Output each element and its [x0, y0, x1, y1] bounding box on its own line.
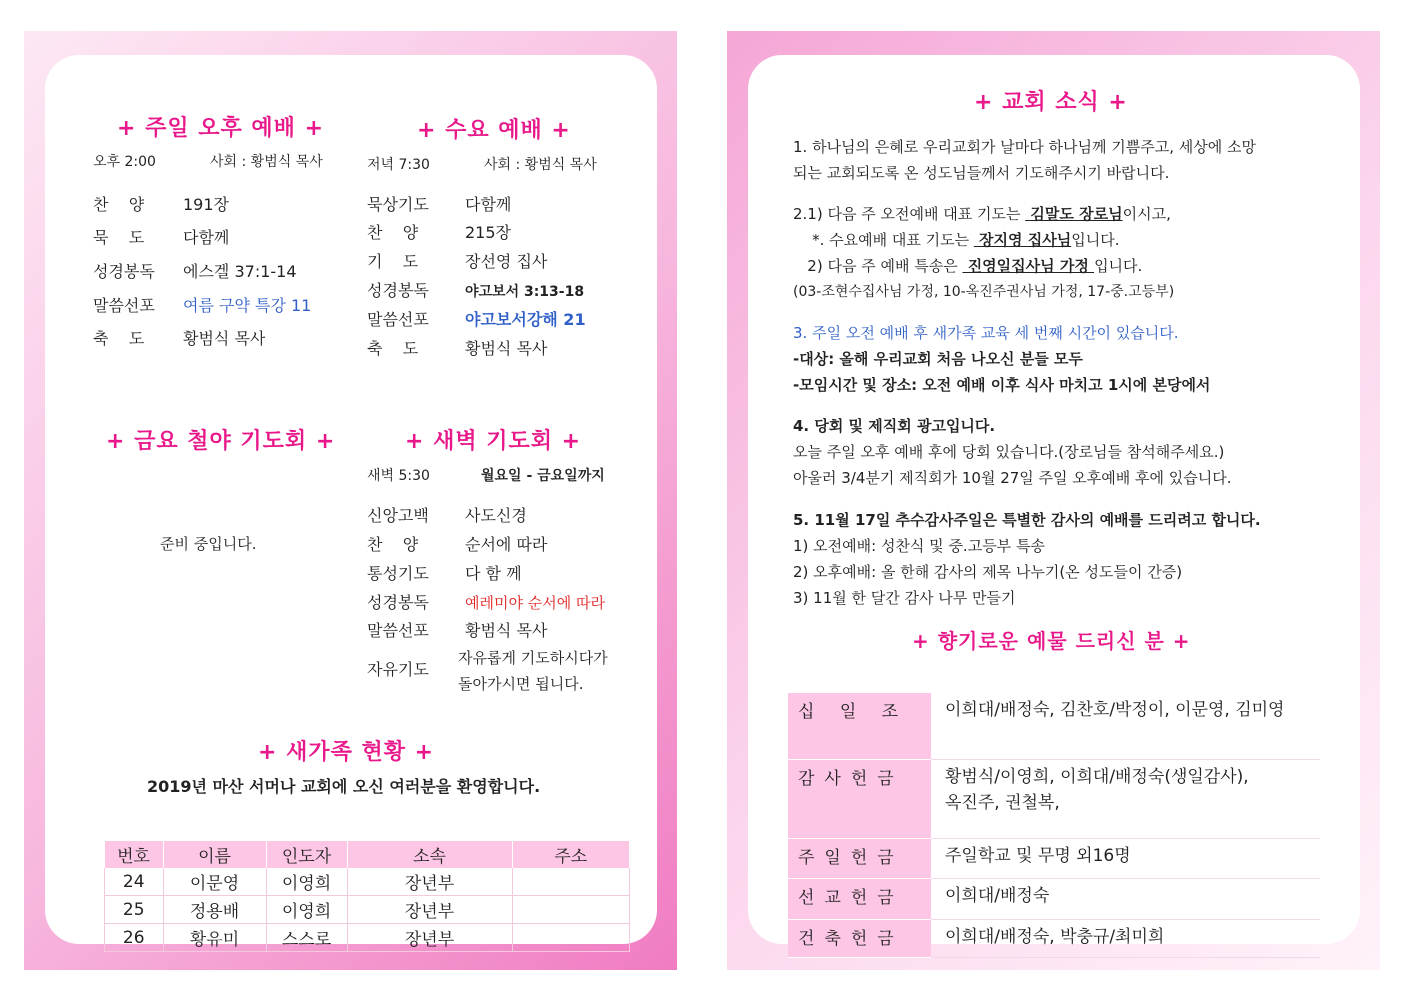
right-page-border: [727, 31, 1380, 970]
table-row: 24 이문영 이영희 장년부: [105, 868, 630, 896]
wednesday-title: + 수요 예배 +: [417, 118, 571, 143]
table-row: 주일헌금 주일학교 및 무명 외16명: [788, 838, 1320, 878]
offering-title: + 향기로운 예물 드리신 분 +: [912, 629, 1191, 653]
news-item-5: 5. 11월 17일 추수감사주일은 특별한 감사의 예배를 드리려고 합니다. 1) 오전예배: 성찬식 및 중.고등부 특송 2) 오후예배: 올 한해 감사의 제목 나누기(온 성도들이 간증) 3) 11월 한 달간 감사 나무 만들기: [793, 511, 1261, 607]
wednesday-presider: 사회 : 황범식 목사: [484, 157, 597, 173]
right-page-card: [748, 55, 1360, 949]
table-row: 25 정용배 이영희 장년부: [105, 896, 630, 924]
order-item: 기 도 장선영 집사: [367, 252, 548, 271]
dawn-title: + 새벽 기도회 +: [405, 429, 582, 454]
new-family-title: + 새가족 현황 +: [258, 740, 435, 765]
order-item: 말씀선포 황범식 목사: [367, 621, 548, 640]
order-item: 찬 양 순서에 따라: [367, 535, 548, 554]
order-item: 말씀선포 야고보서강해 21: [367, 310, 586, 329]
order-item: 말씀선포 여름 구약 특강 11: [93, 296, 312, 315]
order-item: 찬 양 215장: [367, 223, 511, 242]
news-item-3: 3. 주일 오전 예배 후 새가족 교육 세 번째 시간이 있습니다. -대상: 올해 우리교회 처음 나오신 분들 모두 -모임시간 및 장소: 오전 예배 이후 식사 마치고 1시에 본당에서: [793, 324, 1211, 394]
table-row: 선교헌금 이희대/배정숙: [788, 878, 1320, 919]
order-item: 성경봉독 야고보서 3:13-18: [367, 281, 585, 300]
news-item-4: 4. 당회 및 제직회 광고입니다. 오늘 주일 오후 예배 후에 당회 있습니다.(장로님들 참석해주세요.) 아울러 3/4분기 제직회가 10월 27일 주일 오후예배 후에 있습니다.: [793, 417, 1232, 487]
sunday-pm-time: 오후 2:00: [93, 154, 156, 170]
table-header-row: [105, 841, 630, 868]
order-item: 신앙고백 사도신경: [367, 506, 527, 525]
order-item: 축 도 황범식 목사: [367, 339, 548, 358]
order-item: 성경봉독 예레미야 순서에 따라: [367, 593, 605, 612]
left-page-border: [24, 31, 677, 970]
column-header: 소속: [347, 841, 512, 868]
column-header: 이름: [163, 841, 266, 868]
dawn-time: 새벽 5:30: [367, 468, 430, 484]
sunday-pm-presider: 사회 : 황범식 목사: [210, 154, 323, 170]
new-family-table: [104, 841, 630, 952]
column-header: 주소: [512, 841, 630, 868]
church-news-title: + 교회 소식 +: [974, 90, 1128, 115]
order-item: 축 도 황범식 목사: [93, 329, 266, 348]
column-header: 번호: [105, 841, 164, 868]
column-header: 인도자: [266, 841, 347, 868]
dawn-days: 월요일 - 금요일까지: [481, 468, 605, 484]
order-item: 묵상기도 다함께: [367, 195, 512, 214]
order-item: 묵 도 다함께: [93, 228, 230, 247]
news-item-2: 2.1) 다음 주 오전예배 대표 기도는 김말도 장로님이시고, *. 수요예배 대표 기도는 장지영 집사님입니다. 2) 다음 주 예배 특송은 진영일집사님 가정 입니다. (03-조현수집사님 가정, 10-옥진주권사님 가정, 17-중.고등부): [793, 205, 1175, 300]
wednesday-time: 저녁 7:30: [367, 157, 430, 173]
welcome-text: 2019년 마산 서머나 교회에 오신 여러분을 환영합니다.: [147, 777, 541, 796]
left-page-card: [45, 55, 657, 950]
offering-table: [788, 693, 1320, 958]
table-row: 26 황유미 스스로 장년부: [105, 924, 630, 952]
table-row: 건축헌금 이희대/배정숙, 박충규/최미희: [788, 919, 1320, 957]
news-item-1: 1. 하나님의 은혜로 우리교회가 날마다 하나님께 기쁨주고, 세상에 소망 되는 교회되도록 온 성도님들께서 기도해주시기 바랍니다.: [793, 138, 1256, 182]
table-row: 십 일 조 이희대/배정숙, 김찬호/박정이, 이문영, 김미영: [788, 693, 1320, 759]
order-item: 자유기도: [367, 660, 429, 679]
order-item: 성경봉독 에스겔 37:1-14: [93, 262, 297, 281]
sunday-pm-title: + 주일 오후 예배 +: [117, 116, 325, 141]
order-item: 통성기도 다 함 께: [367, 564, 522, 583]
friday-note: 준비 중입니다.: [160, 535, 257, 553]
table-row: 감사헌금 황범식/이영희, 이희대/배정숙(생일감사), 옥진주, 권철복,: [788, 759, 1320, 838]
free-prayer-text: 자유롭게 기도하시다가 돌아가시면 됩니다.: [458, 649, 608, 693]
friday-title: + 금요 철야 기도회 +: [106, 429, 336, 454]
order-item: 찬 양 191장: [93, 195, 229, 214]
